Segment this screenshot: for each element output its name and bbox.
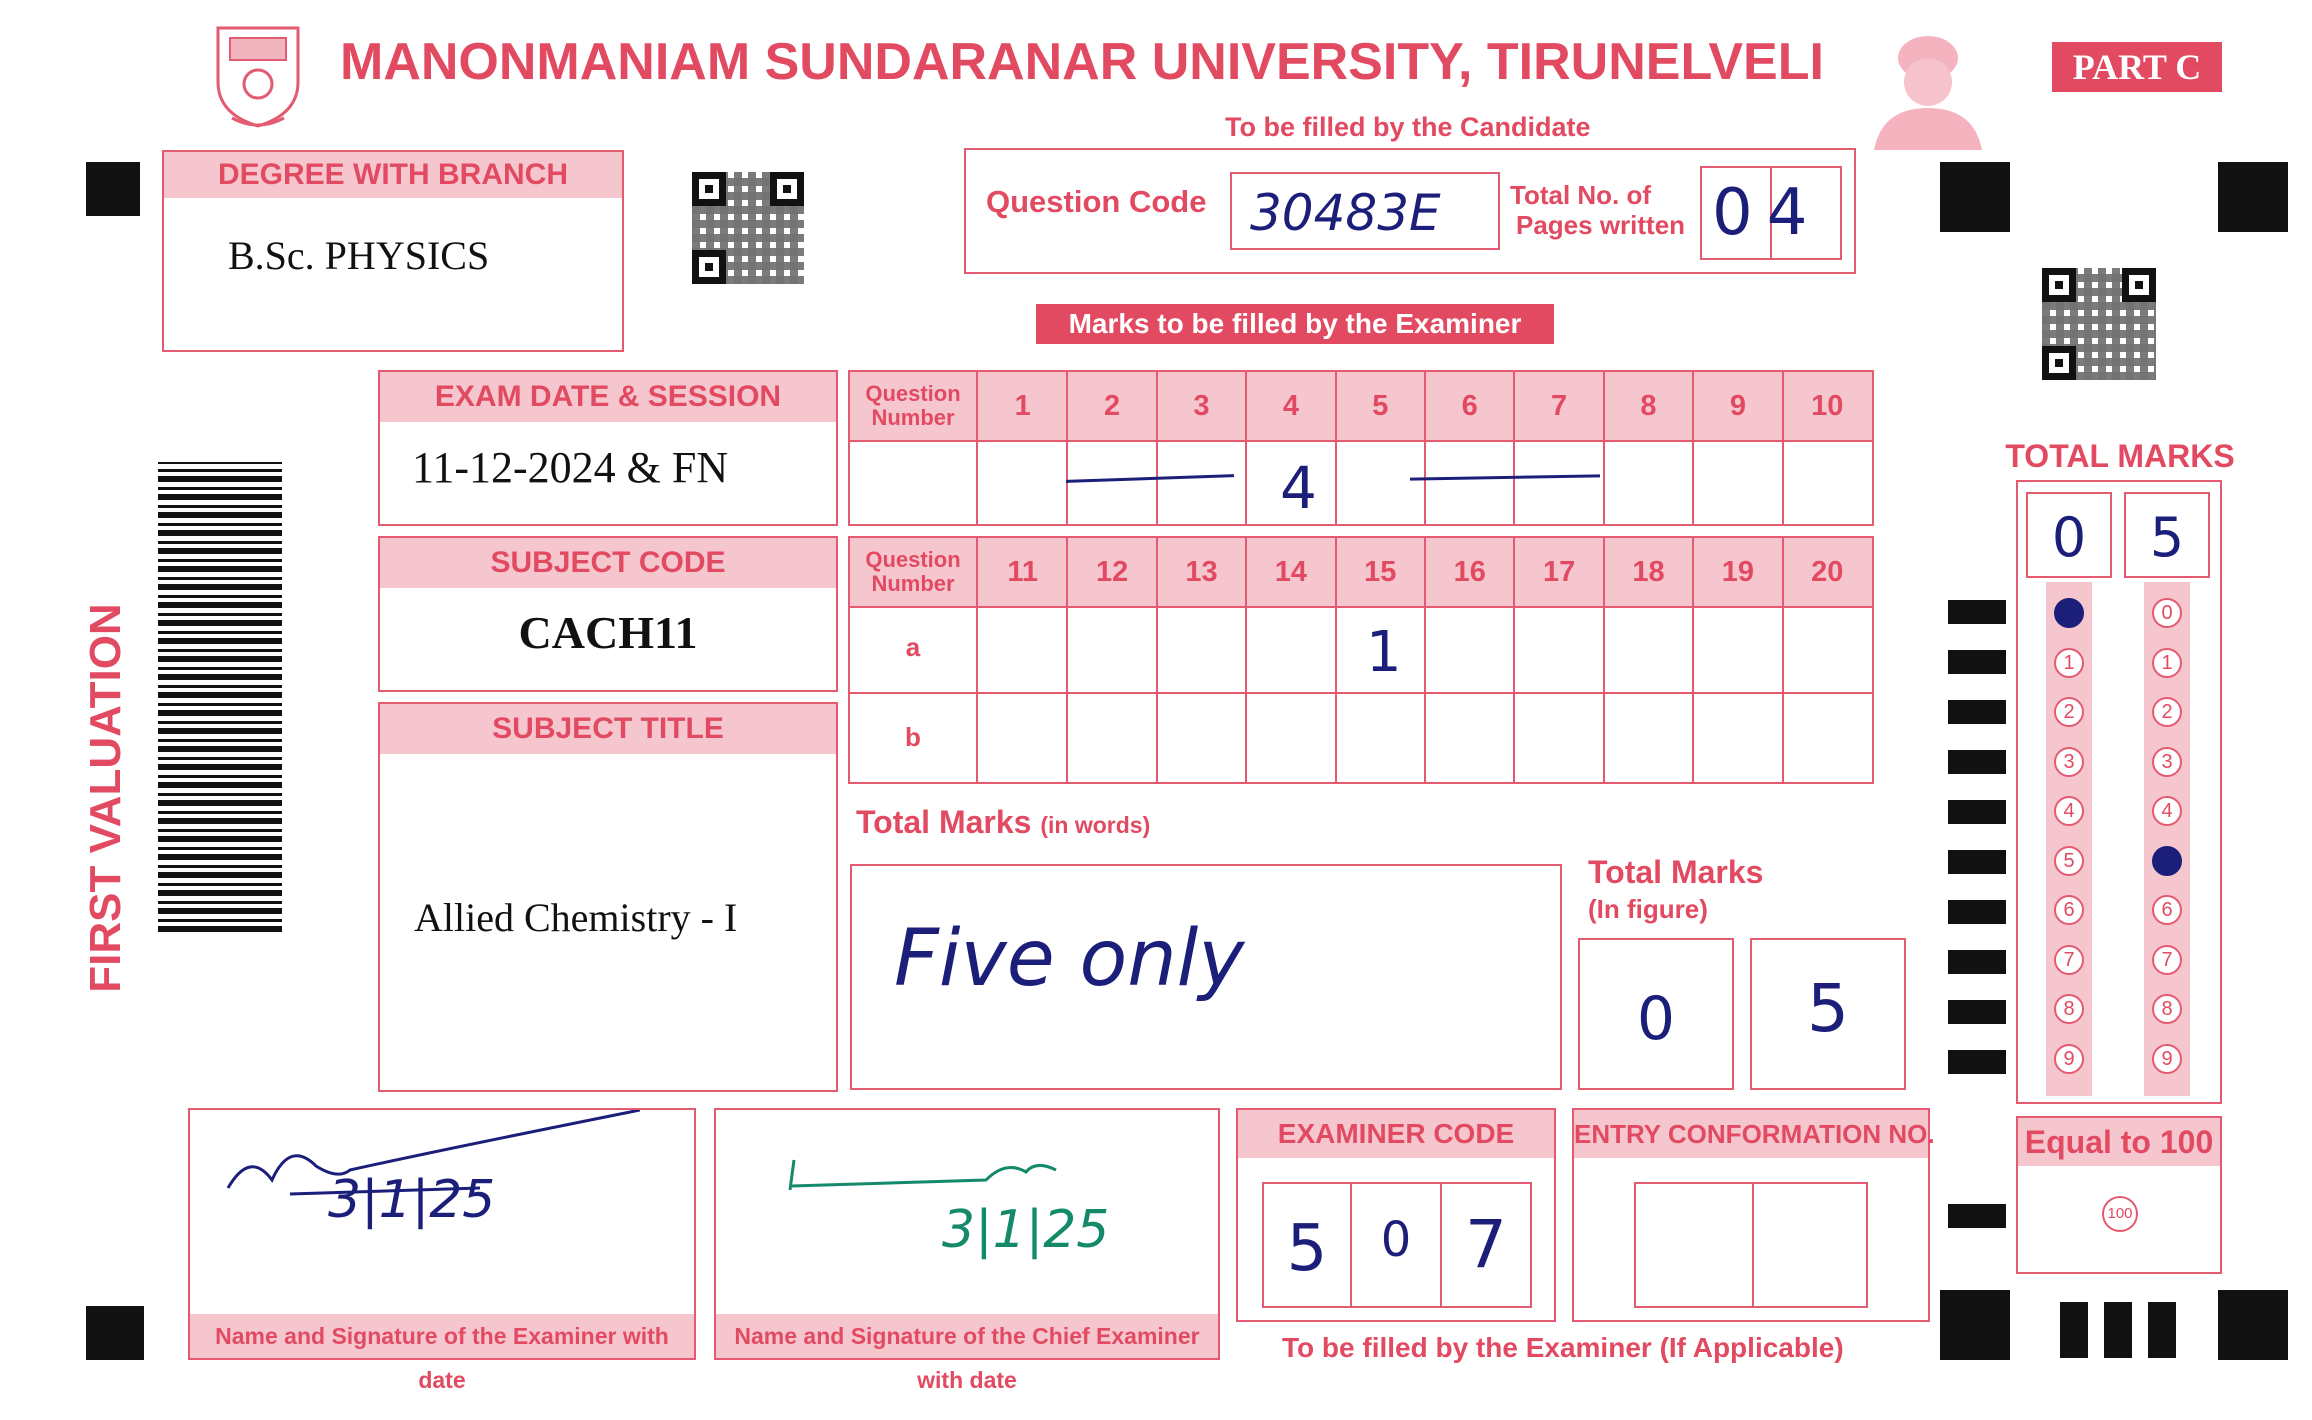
timing-mark [1948, 1050, 2006, 1074]
total-marks-bubble-col2-8[interactable]: 8 [2152, 994, 2182, 1024]
total-marks-bubble-col1-9[interactable]: 9 [2054, 1044, 2084, 1074]
qr-code-icon [692, 172, 804, 284]
question-code-label: Question Code [986, 184, 1207, 219]
subject-code-box [378, 536, 838, 692]
timing-mark [1948, 650, 2006, 674]
question-code-value: 30483E [1250, 184, 1441, 242]
total-marks-bubble-col2-0[interactable]: 0 [2152, 598, 2182, 628]
row1-entry: 4 [1280, 454, 1317, 522]
total-marks-bubble-col2-1[interactable]: 1 [2152, 648, 2182, 678]
row2-qnum-15: 15 [1364, 556, 1397, 588]
total-figure-digit1-box [1578, 938, 1734, 1090]
total-marks-bubble-col2-4[interactable]: 4 [2152, 796, 2182, 826]
total-words-sub: (in words) [1040, 812, 1151, 838]
entry-15a: 1 [1366, 620, 1402, 685]
question-number-label: Question Number [865, 547, 961, 596]
total-words-box [850, 864, 1562, 1090]
total-figure-sub: (In figure) [1588, 894, 1708, 924]
total-marks-panel [2016, 480, 2222, 1104]
total-marks-digit2: 5 [2149, 506, 2185, 569]
total-marks-bubble-col1-4[interactable]: 4 [2054, 796, 2084, 826]
subject-title-label: SUBJECT TITLE [380, 704, 836, 754]
registration-mark [86, 162, 140, 216]
row-a-label: a [905, 632, 921, 662]
total-marks-bubble-col2-7[interactable]: 7 [2152, 945, 2182, 975]
question-code-field [1230, 172, 1500, 250]
question-number-label: Question Number [865, 381, 961, 430]
entry-conformation-box [1572, 1108, 1935, 1322]
footer-note: To be filled by the Examiner (If Applicable) [1282, 1332, 1844, 1363]
subject-code-value: CACH11 [518, 607, 698, 658]
university-title: MANONMANIAM SUNDARANAR UNIVERSITY, TIRUNELVELI [340, 33, 1824, 91]
subject-title-value: Allied Chemistry - I [414, 895, 738, 940]
total-marks-bubble-col2-3[interactable]: 3 [2152, 747, 2182, 777]
chief-signature-date: 3|1|25 [942, 1200, 1110, 1260]
examiner-code-digit: 0 [1380, 1212, 1412, 1268]
row1-qnum-1: 1 [1014, 390, 1031, 422]
total-words-value: Five only [894, 914, 1245, 1004]
row2-qnum-16: 16 [1453, 556, 1486, 588]
total-figure-label: Total Marks [1588, 854, 1764, 890]
marks-grid-row1 [848, 370, 1874, 526]
timing-mark [1948, 800, 2006, 824]
pages-field [1700, 166, 1842, 260]
timing-mark [1948, 900, 2006, 924]
registration-mark [2218, 1290, 2288, 1360]
exam-date-value: 11-12-2024 & FN [412, 443, 729, 492]
registration-mark [1940, 1290, 2010, 1360]
row1-qnum-10: 10 [1811, 390, 1844, 422]
registration-mark [2104, 1302, 2132, 1358]
degree-box [162, 150, 624, 352]
candidate-note: To be filled by the Candidate [1225, 112, 1591, 142]
candidate-box [964, 148, 1856, 274]
equal-100-bubble[interactable]: 100 [2102, 1196, 2138, 1232]
row1-qnum-6: 6 [1461, 390, 1478, 422]
registration-mark [1940, 162, 2010, 232]
registration-mark [86, 1306, 144, 1360]
row1-qnum-8: 8 [1640, 390, 1657, 422]
row1-strike-line [1410, 474, 1600, 480]
qr-code-icon [2042, 268, 2156, 380]
total-marks-bubble-col1-0[interactable]: 0 [2054, 598, 2084, 628]
timing-mark [1948, 600, 2006, 624]
row1-qnum-3: 3 [1193, 390, 1210, 422]
total-marks-bubble-col1-8[interactable]: 8 [2054, 994, 2084, 1024]
registration-mark [2148, 1302, 2176, 1358]
examiner-signature-date: 3|1|25 [328, 1170, 496, 1230]
timing-mark [1948, 700, 2006, 724]
total-marks-bubble-col1-2[interactable]: 2 [2054, 697, 2084, 727]
total-marks-digit1-box [2026, 492, 2112, 578]
timing-mark [1948, 950, 2006, 974]
examiner-code-label: EXAMINER CODE [1238, 1110, 1554, 1158]
examiner-banner: Marks to be filled by the Examiner [1036, 304, 1554, 344]
total-marks-bubble-col2-2[interactable]: 2 [2152, 697, 2182, 727]
degree-value: B.Sc. PHYSICS [228, 233, 490, 278]
chief-signature-caption: Name and Signature of the Chief Examiner with date [716, 1314, 1218, 1358]
row2-qnum-13: 13 [1185, 556, 1218, 588]
part-badge: PART C [2052, 42, 2222, 92]
pages-label-1: Total No. of [1510, 180, 1652, 210]
subject-title-box [378, 702, 838, 1092]
first-valuation-label: FIRST VALUATION [81, 603, 130, 993]
total-marks-digit2-box [2124, 492, 2210, 578]
row2-qnum-18: 18 [1632, 556, 1665, 588]
equal-100-box [2016, 1116, 2222, 1274]
total-marks-bubble-col2-9[interactable]: 9 [2152, 1044, 2182, 1074]
total-figure-digit2-box [1750, 938, 1906, 1090]
total-words-label: Total Marks (in words) [856, 804, 1151, 840]
total-marks-bubble-col1-7[interactable]: 7 [2054, 945, 2084, 975]
row1-qnum-2: 2 [1104, 390, 1121, 422]
entry-conformation-field[interactable] [1634, 1182, 1868, 1308]
barcode-icon [158, 462, 282, 932]
timing-mark [1948, 750, 2006, 774]
total-marks-bubble-col1-5[interactable]: 5 [2054, 846, 2084, 876]
row2-qnum-14: 14 [1274, 556, 1308, 588]
pages-label-2: Pages written [1516, 210, 1686, 240]
examiner-code-box [1236, 1108, 1556, 1322]
marks-grid-row2 [848, 536, 1874, 784]
exam-date-label: EXAM DATE & SESSION [380, 372, 836, 422]
total-figure-digit1: 0 [1636, 984, 1676, 1054]
total-marks-bubble-col1-3[interactable]: 3 [2054, 747, 2084, 777]
row2-qnum-17: 17 [1542, 556, 1576, 588]
examiner-code-field [1262, 1182, 1532, 1308]
timing-mark [1948, 1000, 2006, 1024]
row2-qnum-20: 20 [1811, 556, 1844, 588]
total-marks-label: TOTAL MARKS [2005, 438, 2235, 474]
examiner-signature-box [188, 1108, 696, 1393]
total-marks-bubble-col2-5[interactable]: 5 [2152, 846, 2182, 876]
examiner-code-digit: 7 [1465, 1206, 1507, 1283]
exam-date-box [378, 370, 838, 526]
equal-100-label: Equal to 100 [2018, 1118, 2220, 1166]
registration-mark [2060, 1302, 2088, 1358]
row1-qnum-5: 5 [1372, 390, 1389, 422]
pages-value: 04 [1712, 176, 1822, 250]
degree-label: DEGREE WITH BRANCH [164, 152, 622, 198]
total-marks-bubble-col1-6[interactable]: 6 [2054, 895, 2084, 925]
university-crest-icon [212, 22, 304, 132]
row-b-label: b [905, 722, 921, 752]
row1-strike-line [1066, 474, 1234, 483]
row2-qnum-12: 12 [1095, 556, 1129, 588]
registration-mark [2218, 162, 2288, 232]
row1-qnum-9: 9 [1729, 390, 1746, 422]
row2-qnum-11: 11 [1007, 556, 1039, 588]
entry-conformation-label: ENTRY CONFORMATION NO. [1574, 1110, 1928, 1158]
subject-code-label: SUBJECT CODE [380, 538, 836, 588]
chief-signature-box [714, 1108, 1220, 1393]
examiner-code-digit: 5 [1286, 1212, 1328, 1286]
total-figure-digit2: 5 [1807, 970, 1849, 1047]
total-marks-bubble-col1-1[interactable]: 1 [2054, 648, 2084, 678]
total-marks-digit1: 0 [2051, 506, 2087, 569]
row1-qnum-4: 4 [1282, 390, 1299, 422]
portrait-icon [1866, 22, 1990, 150]
examiner-signature-caption: Name and Signature of the Examiner with date [190, 1314, 694, 1358]
total-marks-bubble-col2-6[interactable]: 6 [2152, 895, 2182, 925]
row2-qnum-19: 19 [1721, 556, 1755, 588]
timing-mark [1948, 850, 2006, 874]
timing-mark [1948, 1204, 2006, 1228]
row1-qnum-7: 7 [1551, 390, 1568, 422]
